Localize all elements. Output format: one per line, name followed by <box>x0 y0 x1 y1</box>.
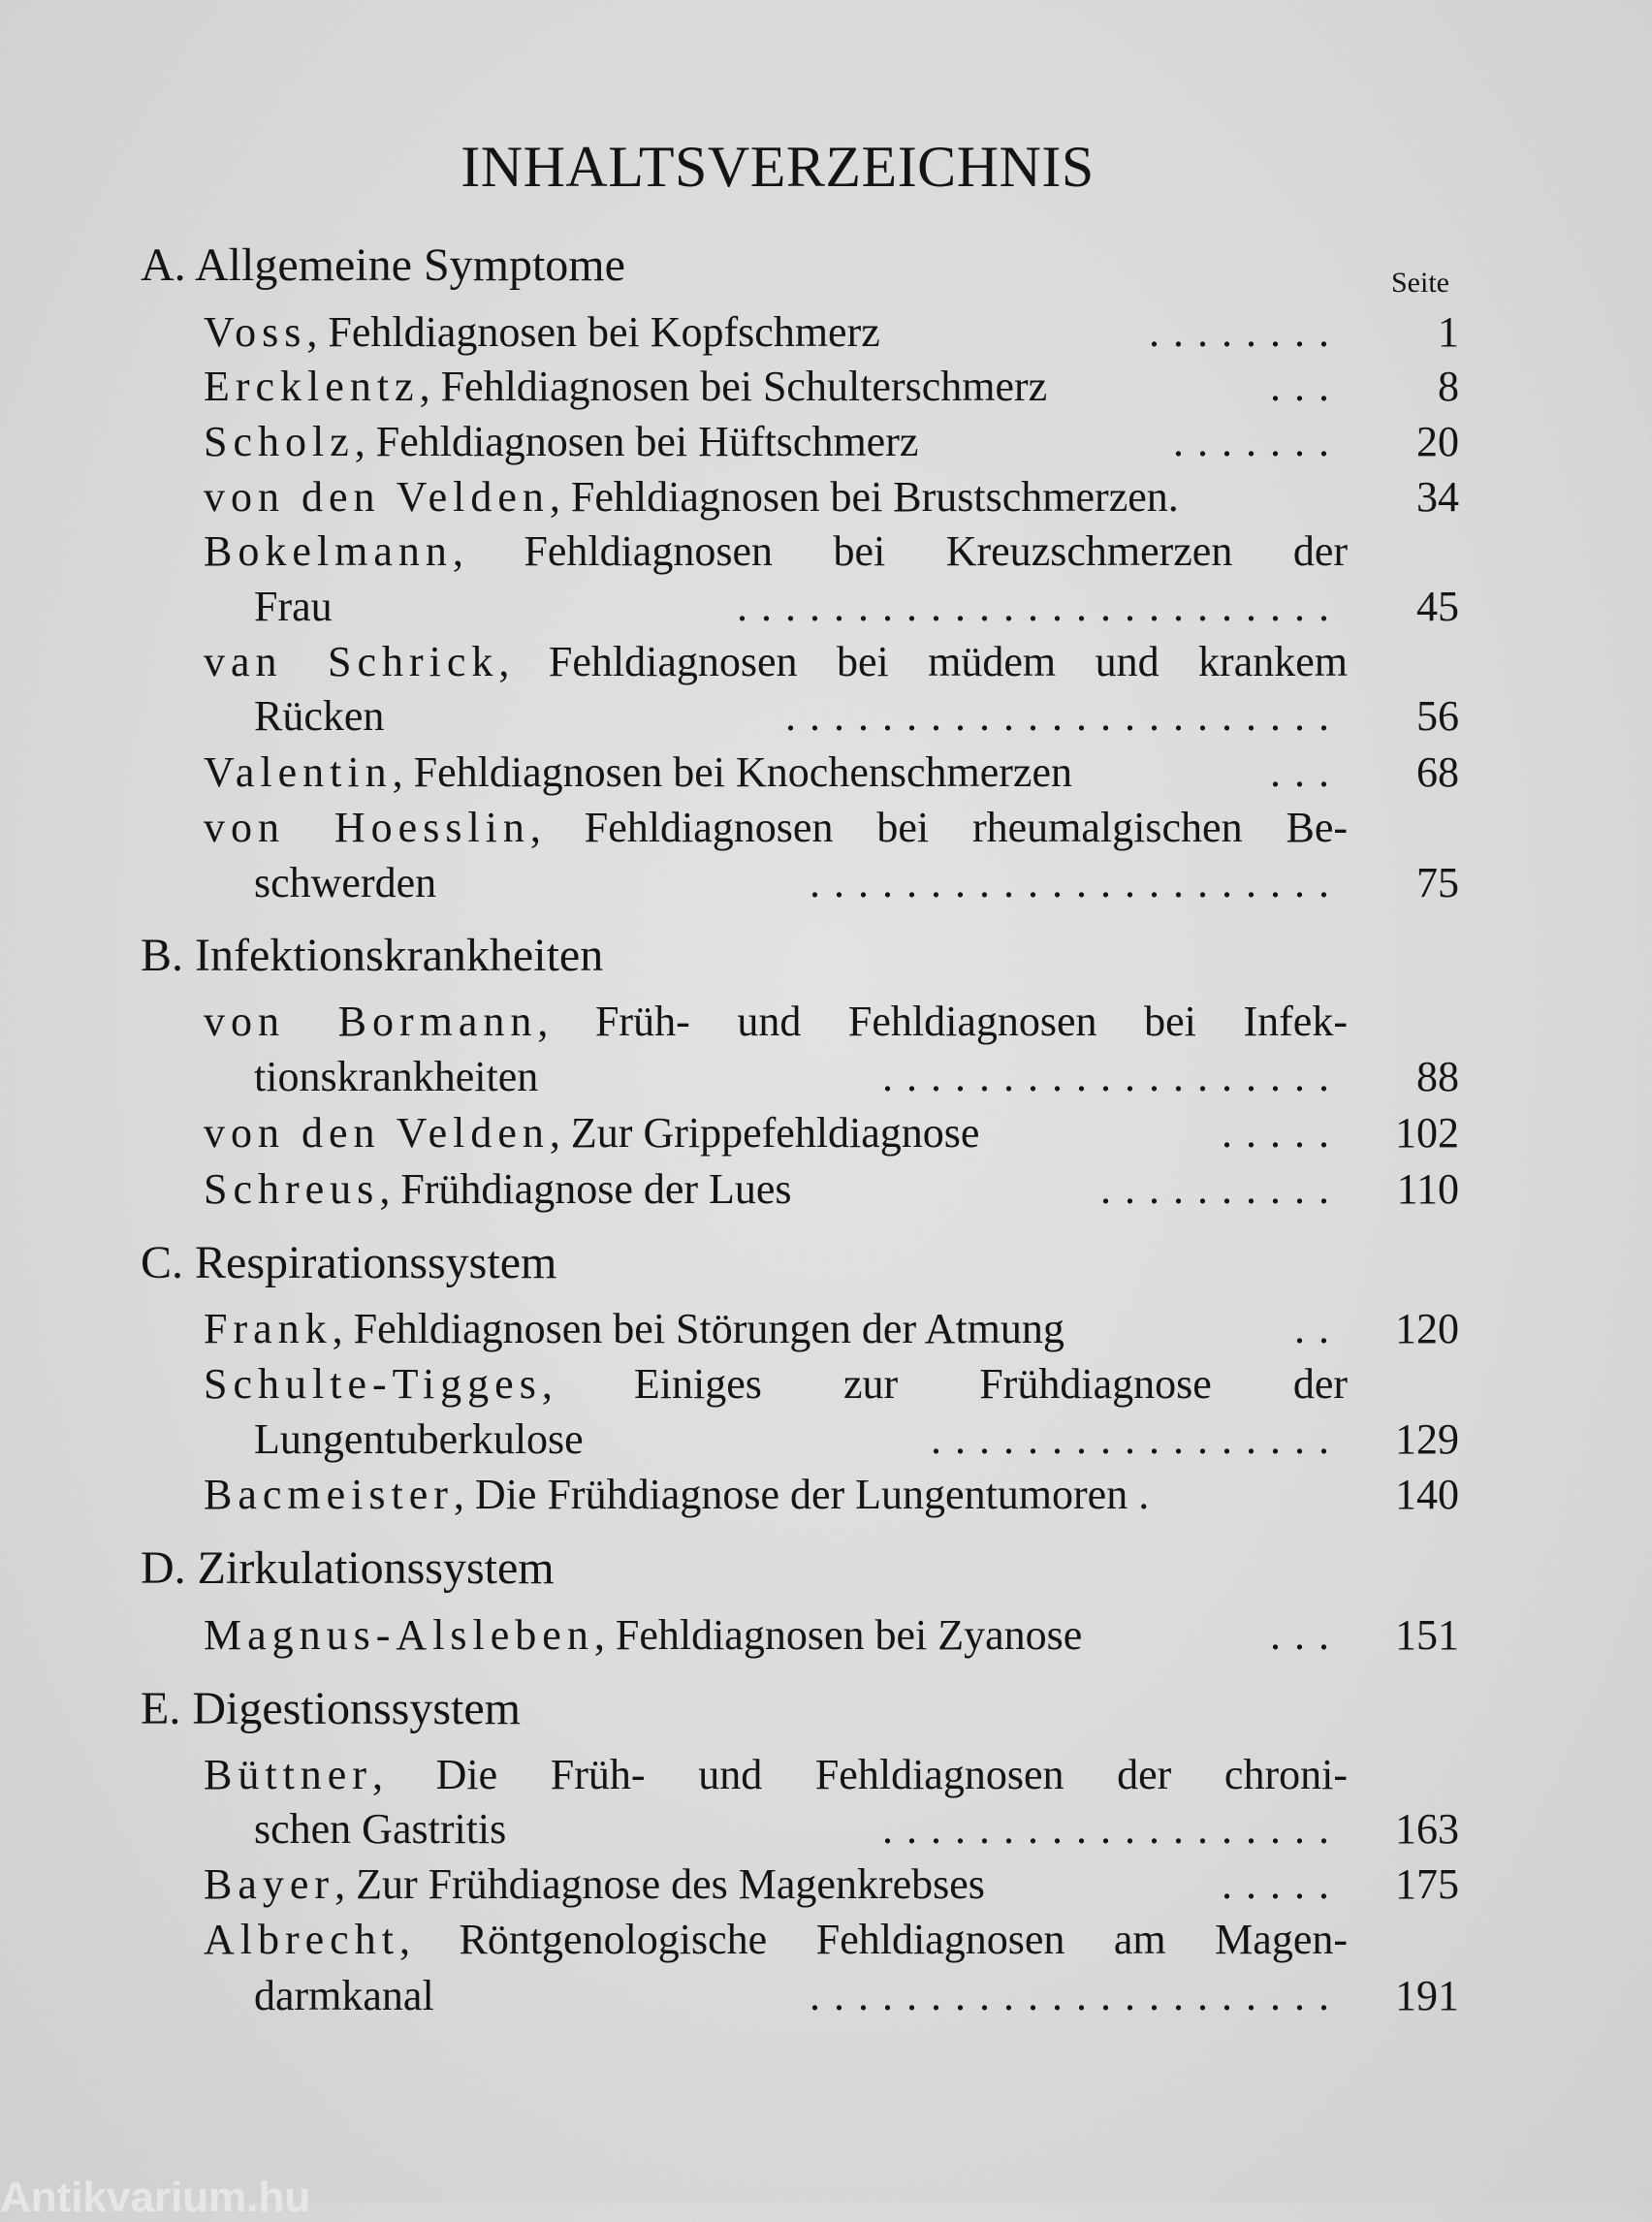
entry-title: , Die Früh- und Fehldiagnosen der chroni- <box>371 1751 1348 1798</box>
dot-leader: ... <box>1270 363 1343 410</box>
entry-title: , Fehldiagnosen bei Störungen der Atmung <box>332 1305 1064 1352</box>
toc-entry-buettner-cont: schen Gastritis <box>254 1805 507 1853</box>
dot-leader: .......... <box>1100 1165 1343 1213</box>
entry-title: , Fehldiagnosen bei rheumalgischen Be- <box>529 804 1348 851</box>
dot-leader: ......................... <box>737 583 1343 630</box>
entry-author: Bokelmann <box>204 527 453 575</box>
entry-title: , Röntgenologische Fehldiagnosen am Magen- <box>398 1916 1348 1963</box>
entry-author: Ercklentz <box>204 363 420 410</box>
entry-author: Büttner <box>204 1751 372 1798</box>
dot-leader: ..... <box>1222 1109 1343 1157</box>
toc-entry-tigges-cont: Lungentuberkulose <box>254 1415 584 1463</box>
entry-author: Albrecht <box>204 1916 399 1963</box>
entry-page-number: 110 <box>1396 1165 1459 1213</box>
dot-leader: ....... <box>1173 418 1343 465</box>
entry-title: , Zur Frühdiagnose des Magenkrebses <box>334 1860 985 1908</box>
dot-leader: ... <box>1270 1611 1343 1659</box>
toc-entry-hoesslin[interactable] <box>204 800 1348 856</box>
watermark: Antikvarium.hu <box>0 2174 311 2221</box>
entry-page-number: 45 <box>1416 583 1459 630</box>
entry-author: Frank <box>204 1305 333 1352</box>
entry-page-number: 191 <box>1395 1972 1459 2019</box>
entry-page-number: 88 <box>1416 1053 1459 1100</box>
toc-entry-albrecht[interactable] <box>204 1912 1348 1968</box>
toc-entry-bokelmann[interactable] <box>204 524 1348 580</box>
toc-entry-velden-1[interactable] <box>204 469 1348 525</box>
entry-page-number: 56 <box>1416 692 1459 740</box>
entry-title: , Fehldiagnosen bei Kopfschmerz <box>306 308 880 356</box>
entry-page-number: 8 <box>1438 363 1459 410</box>
entry-author: Scholz <box>204 418 355 465</box>
entry-page-number: 1 <box>1438 308 1459 356</box>
toc-entry-bormann-cont: tionskrankheiten <box>254 1053 539 1100</box>
entry-author: Bacmeister <box>204 1471 454 1518</box>
dot-leader: .. <box>1294 1305 1343 1352</box>
entry-author: Valentin <box>204 748 393 796</box>
entry-author: von den Velden <box>204 1109 550 1157</box>
entry-author: Schulte-Tigges <box>204 1360 542 1408</box>
toc-entry-ercklentz[interactable] <box>204 359 1348 415</box>
toc-entry-schrick-cont: Rücken <box>254 692 385 740</box>
section-heading-b: B. Infektionskrankheiten <box>141 930 604 981</box>
toc-entry-schrick[interactable] <box>204 634 1348 690</box>
entry-author: von Bormann <box>204 998 538 1045</box>
toc-entry-magnus-alsleben[interactable] <box>204 1607 1348 1664</box>
page-title: INHALTSVERZEICHNIS <box>461 135 1095 199</box>
toc-entry-buettner[interactable] <box>204 1747 1348 1803</box>
toc-entry-valentin[interactable] <box>204 745 1348 801</box>
dot-leader: ...................... <box>810 1972 1343 2019</box>
toc-entry-hoesslin-cont: schwerden <box>254 859 437 906</box>
entry-title: , Fehldiagnosen bei Hüftschmerz <box>354 418 919 465</box>
entry-title: , Zur Grippefehldiagnose <box>549 1109 980 1157</box>
entry-title: , Fehldiagnosen bei Kreuzschmerzen der <box>452 527 1348 575</box>
entry-page-number: 163 <box>1395 1805 1459 1853</box>
dot-leader: ........ <box>1149 308 1343 356</box>
entry-author: von Hoesslin <box>204 804 530 851</box>
entry-title: , Einiges zur Frühdiagnose der <box>541 1360 1348 1408</box>
entry-title: , Die Frühdiagnose der Lungentumoren . <box>453 1471 1150 1518</box>
entry-title: , Fehldiagnosen bei Zyanose <box>593 1611 1083 1659</box>
toc-entry-bacmeister[interactable] <box>204 1467 1348 1523</box>
entry-page-number: 20 <box>1416 418 1459 465</box>
entry-title: , Fehldiagnosen bei müdem und krankem <box>498 638 1348 685</box>
entry-page-number: 102 <box>1395 1109 1459 1157</box>
entry-author: Bayer <box>204 1860 335 1908</box>
toc-entry-tigges[interactable] <box>204 1356 1348 1413</box>
section-heading-d: D. Zirkulationssystem <box>141 1542 555 1594</box>
entry-page-number: 75 <box>1416 859 1459 906</box>
toc-entry-albrecht-cont: darmkanal <box>254 1972 434 2019</box>
entry-page-number: 120 <box>1395 1305 1459 1352</box>
entry-title: , Frühdiagnose der Lues <box>379 1165 792 1213</box>
toc-entry-bokelmann-cont: Frau <box>254 583 333 630</box>
entry-page-number: 151 <box>1395 1611 1459 1659</box>
toc-entry-frank[interactable] <box>204 1301 1348 1357</box>
entry-author: von den Velden <box>204 473 550 521</box>
entry-author: Magnus-Alsleben <box>204 1611 594 1659</box>
dot-leader: ..... <box>1222 1860 1343 1908</box>
entry-author: Voss <box>204 308 307 356</box>
entry-page-number: 129 <box>1395 1415 1459 1463</box>
entry-page-number: 68 <box>1416 748 1459 796</box>
entry-author: van Schrick <box>204 638 499 685</box>
entry-title: , Fehldiagnosen bei Knochenschmerzen <box>392 748 1072 796</box>
entry-page-number: 175 <box>1395 1860 1459 1908</box>
entry-title: , Fehldiagnosen bei Brustschmerzen. <box>549 473 1179 521</box>
entry-page-number: 140 <box>1395 1471 1459 1518</box>
dot-leader: ................... <box>882 1805 1343 1853</box>
dot-leader: ...................... <box>810 859 1343 906</box>
entry-page-number: 34 <box>1416 473 1459 521</box>
entry-title: , Fehldiagnosen bei Schulterschmerz <box>419 363 1048 410</box>
dot-leader: ... <box>1270 748 1343 796</box>
section-heading-e: E. Digestionssystem <box>141 1683 521 1734</box>
dot-leader: ....................... <box>785 692 1343 740</box>
dot-leader: ................... <box>882 1053 1343 1100</box>
section-heading-c: C. Respirationssystem <box>141 1237 557 1288</box>
toc-entry-bormann[interactable] <box>204 994 1348 1050</box>
section-heading-a: A. Allgemeine Symptome <box>141 239 625 291</box>
page-column-label: Seite <box>1391 267 1449 299</box>
dot-leader: ................. <box>931 1415 1343 1463</box>
entry-author: Schreus <box>204 1165 380 1213</box>
entry-title: , Früh- und Fehldiagnosen bei Infek- <box>537 998 1348 1045</box>
